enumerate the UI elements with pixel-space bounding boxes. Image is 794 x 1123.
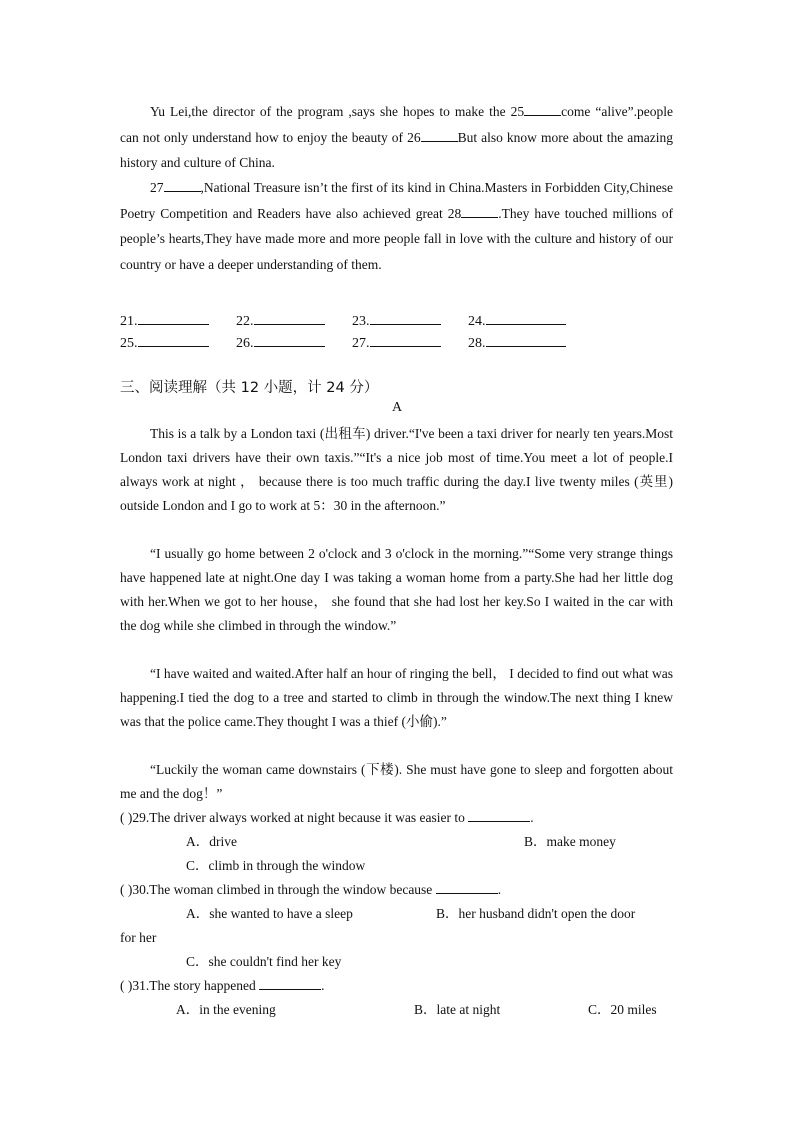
passage-letter: A (391, 400, 403, 415)
answer-27[interactable]: 27. (352, 331, 441, 355)
cloze-p1-part-c: But also know more about the amazing history and culture of China. (120, 129, 674, 170)
option-29-c[interactable]: C．climb in through the window (186, 858, 366, 873)
answer-25[interactable]: 25. (120, 331, 209, 355)
cloze-p2-part-b: ,National Treasure isn’t the first of its kind in China.Masters in Forbidden City,Chinese Poetry Competition and Readers have also achieved great 28 (120, 180, 673, 221)
question-blank (468, 807, 530, 822)
cloze-p2-part-c: .They have touched millions of people’s hearts,They have made more and more people fall in love with the culture and history of our country or have a deeper understanding of them. (120, 205, 673, 272)
option-30-b-cont: for her (120, 930, 157, 945)
answer-24[interactable]: 24. (468, 309, 566, 333)
answer-bracket[interactable]: ( ) (120, 810, 133, 825)
answer-22[interactable]: 22. (236, 309, 325, 333)
option-30-c[interactable]: C．she couldn't find her key (186, 954, 342, 969)
option-29-a[interactable]: A．drive (186, 834, 237, 849)
option-29-b[interactable]: B．make money (524, 834, 616, 849)
question-stem: 29.The driver always worked at night because it was easier to (132, 810, 465, 825)
question-29: ( )29.The driver always worked at night because it was easier to . (120, 806, 680, 830)
blank-27[interactable] (164, 177, 201, 192)
answer-21[interactable]: 21. (120, 309, 209, 333)
cloze-paragraph-2 (120, 175, 673, 277)
cloze-paragraph-1 (120, 99, 673, 176)
question-blank (259, 975, 321, 990)
answer-28[interactable]: 28. (468, 331, 566, 355)
section-title: 三、阅读理解（共 12 小题，计 24 分） (120, 380, 379, 396)
blank-26[interactable] (421, 127, 458, 142)
question-blank (436, 879, 498, 894)
option-31-b[interactable]: B．late at night (414, 1002, 501, 1017)
option-31-c[interactable]: C．20 miles (588, 1002, 657, 1017)
option-30-b[interactable]: B．her husband didn't open the door (436, 906, 636, 921)
answer-26[interactable]: 26. (236, 331, 325, 355)
question-30: ( )30.The woman climbed in through the window because . (120, 878, 680, 902)
option-31-a[interactable]: A．in the evening (176, 1002, 276, 1017)
passage-paragraph-2: “I usually go home between 2 o'clock and 3 o'clock in the morning.”“Some very strange things have happened late at night.One day I was taking a woman home from a party.She had her little dog with her.When we got to her house， she found that she had lost her key.So I waited in the car with the dog while she climbed in through the window.” (120, 546, 673, 633)
passage-paragraph-1: This is a talk by a London taxi (出租车) driver.“I've been a taxi driver for nearly ten years.Most London taxi drivers have their own taxis.”“It's a nice job most of time.You meet a lot of people.I always work at night ， because there is too much traffic during the day.I live twenty miles (英里) outside London and I go to work at 5：30 in the afternoon.” (120, 426, 673, 513)
cloze-p1-part-a: Yu Lei,the director of the program ,says she hopes to make the 25 (150, 104, 525, 119)
blank-25[interactable] (524, 101, 561, 116)
passage-paragraph-4: “Luckily the woman came downstairs (下楼). She must have gone to sleep and forgotten about me and the dog！” (120, 762, 673, 801)
answer-bracket[interactable]: ( ) (120, 882, 133, 897)
blank-28[interactable] (461, 203, 498, 218)
question-stem: 31.The story happened (132, 978, 256, 993)
passage-paragraph-3: “I have waited and waited.After half an hour of ringing the bell， I decided to find out what was happening.I tied the dog to a tree and started to climb in through the window.The next thing I knew was that the police came.They thought I was a thief (小偷).” (120, 666, 673, 729)
question-31: ( )31.The story happened . (120, 974, 680, 998)
cloze-p2-part-a: 27 (150, 180, 164, 195)
answer-bracket[interactable]: ( ) (120, 978, 133, 993)
option-30-a[interactable]: A．she wanted to have a sleep (186, 906, 353, 921)
cloze-p1-part-b: come “alive”.people can not only understand how to enjoy the beauty of 26 (120, 104, 673, 145)
question-stem: 30.The woman climbed in through the window because (132, 882, 433, 897)
answer-23[interactable]: 23. (352, 309, 441, 333)
